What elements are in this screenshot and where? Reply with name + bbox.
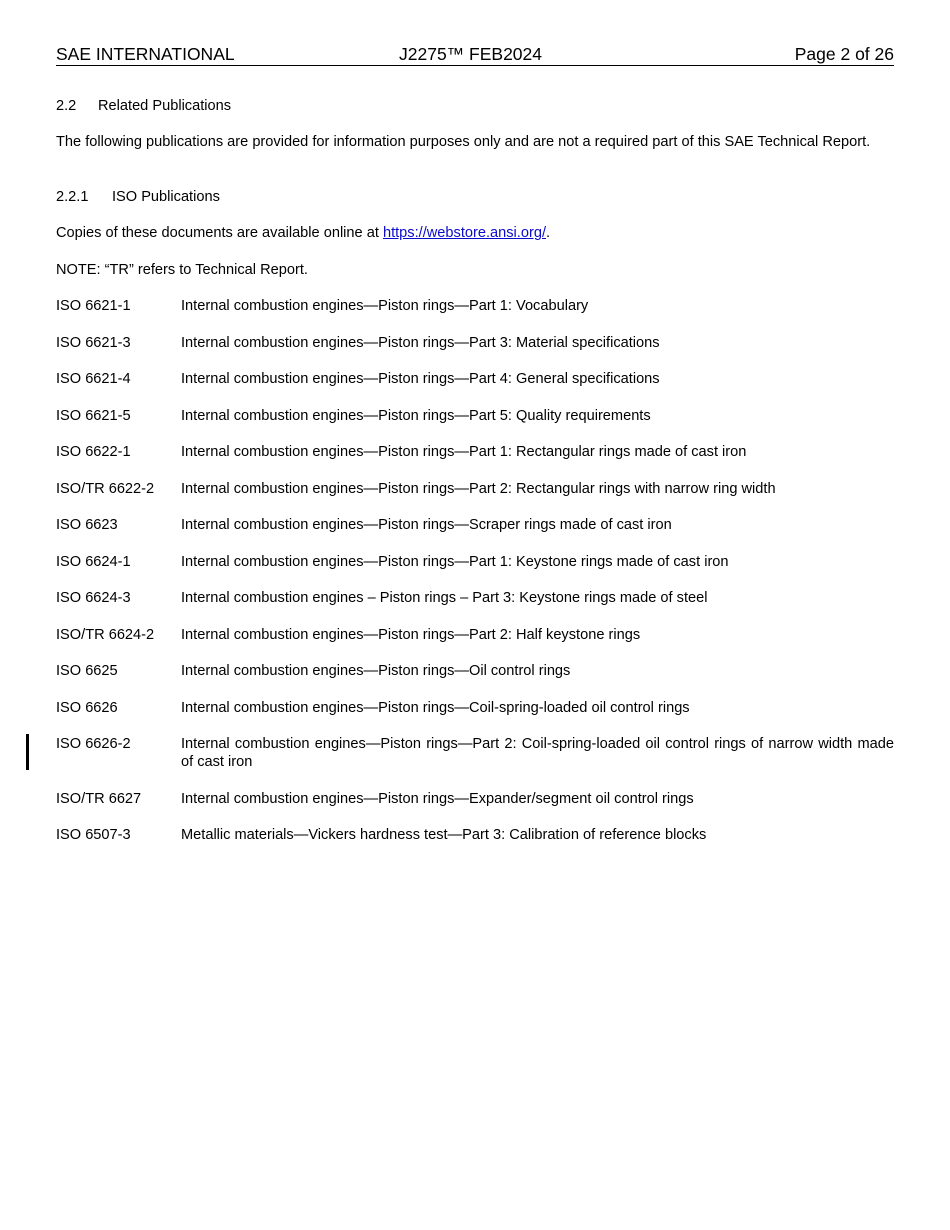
tr-note: NOTE: “TR” refers to Technical Report. bbox=[56, 262, 308, 278]
subsection-number: 2.2.1 bbox=[56, 189, 89, 205]
reference-code: ISO/TR 6627 bbox=[56, 790, 142, 807]
reference-title: Internal combustion engines—Piston rings—Part 2: Coil-spring-loaded oil control rings of narrow width made of cast iron bbox=[181, 736, 894, 770]
reference-code: ISO 6621-5 bbox=[56, 407, 131, 424]
reference-row bbox=[56, 334, 894, 352]
reference-row bbox=[56, 553, 894, 571]
ansi-webstore-link[interactable]: https://webstore.ansi.org/ bbox=[382, 225, 546, 241]
section-number: 2.2 bbox=[56, 98, 77, 114]
reference-code: ISO 6624-1 bbox=[56, 553, 131, 570]
reference-row bbox=[56, 516, 894, 534]
reference-list bbox=[56, 297, 894, 863]
copies-text: Copies of these documents are available online at bbox=[56, 225, 383, 241]
reference-row bbox=[56, 735, 894, 771]
section-title: Related Publications bbox=[98, 98, 232, 114]
reference-row bbox=[56, 790, 894, 808]
reference-title: Internal combustion engines—Piston rings—Part 4: General specifications bbox=[181, 371, 660, 387]
revision-change-bar bbox=[26, 734, 29, 770]
reference-code: ISO 6621-3 bbox=[56, 334, 131, 351]
reference-row bbox=[56, 480, 894, 498]
reference-row bbox=[56, 407, 894, 425]
reference-row bbox=[56, 662, 894, 680]
reference-row bbox=[56, 826, 894, 844]
reference-code: ISO 6621-4 bbox=[56, 371, 131, 387]
copies-suffix: . bbox=[546, 225, 551, 241]
reference-title: Internal combustion engines—Piston rings—Part 3: Material specifications bbox=[181, 334, 660, 351]
reference-title: Internal combustion engines—Piston rings—Part 1: Vocabulary bbox=[181, 298, 589, 314]
reference-code: ISO/TR 6624-2 bbox=[56, 626, 155, 643]
header-page-number: Page 2 of 26 bbox=[794, 44, 894, 64]
reference-row bbox=[56, 699, 894, 717]
section-intro-paragraph: The following publications are provided for information purposes only and are not a required part of this SAE Technical Report. bbox=[56, 134, 871, 150]
reference-title: Internal combustion engines – Piston rings – Part 3: Keystone rings made of steel bbox=[181, 590, 708, 606]
reference-title: Internal combustion engines—Piston rings—Part 2: Half keystone rings bbox=[181, 626, 641, 643]
header-document-id: J2275™ FEB2024 bbox=[399, 44, 543, 64]
subsection-title: ISO Publications bbox=[112, 189, 220, 205]
reference-code: ISO 6626 bbox=[56, 699, 118, 716]
reference-title: Internal combustion engines—Piston rings—Expander/segment oil control rings bbox=[181, 790, 694, 807]
reference-title: Metallic materials—Vickers hardness test—Part 3: Calibration of reference blocks bbox=[181, 827, 707, 843]
section-heading bbox=[56, 97, 231, 115]
reference-code: ISO 6622-1 bbox=[56, 444, 131, 460]
reference-code: ISO/TR 6622-2 bbox=[56, 480, 155, 497]
reference-title: Internal combustion engines—Piston rings—Part 1: Keystone rings made of cast iron bbox=[181, 553, 729, 570]
reference-title: Internal combustion engines—Piston rings—Part 2: Rectangular rings with narrow ring width bbox=[181, 480, 776, 497]
reference-code: ISO 6621-1 bbox=[56, 298, 131, 314]
reference-title: Internal combustion engines—Piston rings—Oil control rings bbox=[181, 663, 571, 679]
reference-code: ISO 6507-3 bbox=[56, 827, 131, 843]
reference-title: Internal combustion engines—Piston rings—Coil-spring-loaded oil control rings bbox=[181, 699, 690, 716]
copies-availability-paragraph bbox=[56, 224, 550, 242]
reference-title: Internal combustion engines—Piston rings—Part 5: Quality requirements bbox=[181, 407, 651, 424]
reference-title: Internal combustion engines—Piston rings—Scraper rings made of cast iron bbox=[181, 517, 672, 533]
page-header bbox=[56, 44, 894, 66]
reference-title: Internal combustion engines—Piston rings—Part 1: Rectangular rings made of cast iron bbox=[181, 444, 747, 460]
reference-row bbox=[56, 443, 894, 461]
reference-row bbox=[56, 589, 894, 607]
header-organization: SAE INTERNATIONAL bbox=[56, 44, 235, 64]
subsection-heading bbox=[56, 188, 220, 206]
reference-row bbox=[56, 297, 894, 315]
reference-code: ISO 6626-2 bbox=[56, 736, 131, 752]
reference-row bbox=[56, 626, 894, 644]
reference-row bbox=[56, 370, 894, 388]
reference-code: ISO 6624-3 bbox=[56, 590, 131, 606]
reference-code: ISO 6623 bbox=[56, 517, 118, 533]
reference-code: ISO 6625 bbox=[56, 663, 118, 679]
